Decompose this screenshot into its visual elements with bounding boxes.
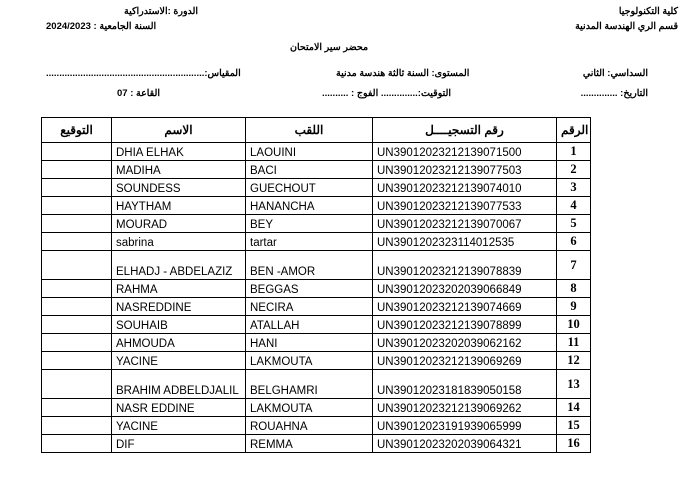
signature-cell[interactable] [42, 233, 112, 251]
session-label: الدورة :الاستدراكية [124, 6, 199, 17]
name-cell: MOURAD [112, 215, 246, 233]
surname-cell: BEY [246, 215, 373, 233]
signature-cell[interactable] [42, 215, 112, 233]
name-cell: NASR EDDINE [112, 399, 246, 417]
table-row [42, 179, 591, 197]
row-number-cell: 1 [557, 143, 591, 161]
surname-cell: BEGGAS [246, 280, 373, 298]
row-number-cell: 16 [557, 435, 591, 453]
page-title: محضر سير الامتحان [290, 42, 369, 53]
signature-cell[interactable] [42, 399, 112, 417]
table-row [42, 316, 591, 334]
registration-cell: UN39012023202039064321 [373, 435, 557, 453]
col-header-num: الرقم [557, 118, 591, 143]
surname-cell: LAOUINI [246, 143, 373, 161]
signature-cell[interactable] [42, 334, 112, 352]
surname-cell: HANI [246, 334, 373, 352]
surname-cell: HANANCHA [246, 197, 373, 215]
surname-cell: LAKMOUTA [246, 399, 373, 417]
signature-cell[interactable] [42, 316, 112, 334]
signature-cell[interactable] [42, 298, 112, 316]
name-cell: HAYTHAM [112, 197, 246, 215]
col-header-surname: اللقب [246, 118, 373, 143]
row-number-cell: 9 [557, 298, 591, 316]
signature-cell[interactable] [42, 435, 112, 453]
academic-year: السنة الجامعية : 2024/2023 [46, 21, 157, 32]
name-cell: NASREDDINE [112, 298, 246, 316]
surname-cell: GUECHOUT [246, 179, 373, 197]
table-row [42, 399, 591, 417]
table-row [42, 233, 591, 251]
table-row [42, 298, 591, 316]
date-field: التاريخ: .............. [580, 88, 648, 99]
name-cell: SOUNDESS [112, 179, 246, 197]
row-number-cell: 8 [557, 280, 591, 298]
table-body [42, 143, 591, 453]
name-cell: DIF [112, 435, 246, 453]
col-header-registration: رقم التسجيــــل [373, 118, 557, 143]
name-cell: YACINE [112, 417, 246, 435]
registration-cell: UN39012023212139074010 [373, 179, 557, 197]
row-number-cell: 13 [557, 370, 591, 399]
name-cell: YACINE [112, 352, 246, 370]
registration-cell: UN39012023212139069269 [373, 352, 557, 370]
table-row [42, 352, 591, 370]
name-cell: MADIHA [112, 161, 246, 179]
registration-cell: UN39012023202039062162 [373, 334, 557, 352]
signature-cell[interactable] [42, 143, 112, 161]
surname-cell: LAKMOUTA [246, 352, 373, 370]
registration-cell: UN39012023191939065999 [373, 417, 557, 435]
surname-cell: BACI [246, 161, 373, 179]
row-number-cell: 3 [557, 179, 591, 197]
signature-cell[interactable] [42, 352, 112, 370]
table-row [42, 334, 591, 352]
table-row [42, 215, 591, 233]
col-header-signature: التوقيع [42, 118, 112, 143]
registration-cell: UN39012023212139074669 [373, 298, 557, 316]
registration-cell: UN39012023212139078899 [373, 316, 557, 334]
row-number-cell: 6 [557, 233, 591, 251]
signature-cell[interactable] [42, 179, 112, 197]
row-number-cell: 4 [557, 197, 591, 215]
signature-cell[interactable] [42, 280, 112, 298]
room-field: القاعة : 07 [117, 88, 161, 99]
name-cell: ELHADJ - ABDELAZIZ [112, 251, 246, 280]
table-row [42, 370, 591, 399]
table-header-row [42, 118, 591, 143]
registration-cell: UN39012023212139077503 [373, 161, 557, 179]
table-row [42, 280, 591, 298]
surname-cell: ROUAHNA [246, 417, 373, 435]
table-row [42, 251, 591, 280]
signature-cell[interactable] [42, 197, 112, 215]
row-number-cell: 15 [557, 417, 591, 435]
faculty-name: كلية التكنولوجيا [618, 6, 678, 17]
time-group-field: التوقيت:.............. الفوج : .......... [322, 88, 452, 99]
row-number-cell: 5 [557, 215, 591, 233]
surname-cell: BEN -AMOR [246, 251, 373, 280]
name-cell: AHMOUDA [112, 334, 246, 352]
signature-cell[interactable] [42, 370, 112, 399]
registration-cell: UN39012023212139071500 [373, 143, 557, 161]
row-number-cell: 14 [557, 399, 591, 417]
name-cell: RAHMA [112, 280, 246, 298]
row-number-cell: 7 [557, 251, 591, 280]
surname-cell: tartar [246, 233, 373, 251]
table-row [42, 161, 591, 179]
surname-cell: REMMA [246, 435, 373, 453]
attendance-table [41, 117, 591, 453]
name-cell: SOUHAIB [112, 316, 246, 334]
registration-cell: UN39012023202039066849 [373, 280, 557, 298]
signature-cell[interactable] [42, 251, 112, 280]
registration-cell: UN39012023212139077533 [373, 197, 557, 215]
surname-cell: ATALLAH [246, 316, 373, 334]
name-cell: DHIA ELHAK [112, 143, 246, 161]
row-number-cell: 10 [557, 316, 591, 334]
surname-cell: BELGHAMRI [246, 370, 373, 399]
table-row [42, 197, 591, 215]
table-row [42, 417, 591, 435]
row-number-cell: 11 [557, 334, 591, 352]
department-name: قسم الري الهندسة المدنية [575, 21, 678, 32]
table-row [42, 435, 591, 453]
col-header-name: الاسم [112, 118, 246, 143]
semester-field: السداسي: الثاني [582, 68, 648, 79]
registration-cell: UN3901202323114012535 [373, 233, 557, 251]
name-cell: sabrina [112, 233, 246, 251]
registration-cell: UN39012023212139069262 [373, 399, 557, 417]
signature-cell[interactable] [42, 417, 112, 435]
row-number-cell: 2 [557, 161, 591, 179]
signature-cell[interactable] [42, 161, 112, 179]
module-field: المقياس:............................................................ [46, 68, 241, 79]
table-row [42, 143, 591, 161]
registration-cell: UN39012023212139078839 [373, 251, 557, 280]
row-number-cell: 12 [557, 352, 591, 370]
registration-cell: UN39012023212139070067 [373, 215, 557, 233]
registration-cell: UN39012023181839050158 [373, 370, 557, 399]
level-field: المستوى: السنة ثالثة هندسة مدنية [336, 68, 470, 79]
surname-cell: NECIRA [246, 298, 373, 316]
name-cell: BRAHIM ADBELDJALIL [112, 370, 246, 399]
